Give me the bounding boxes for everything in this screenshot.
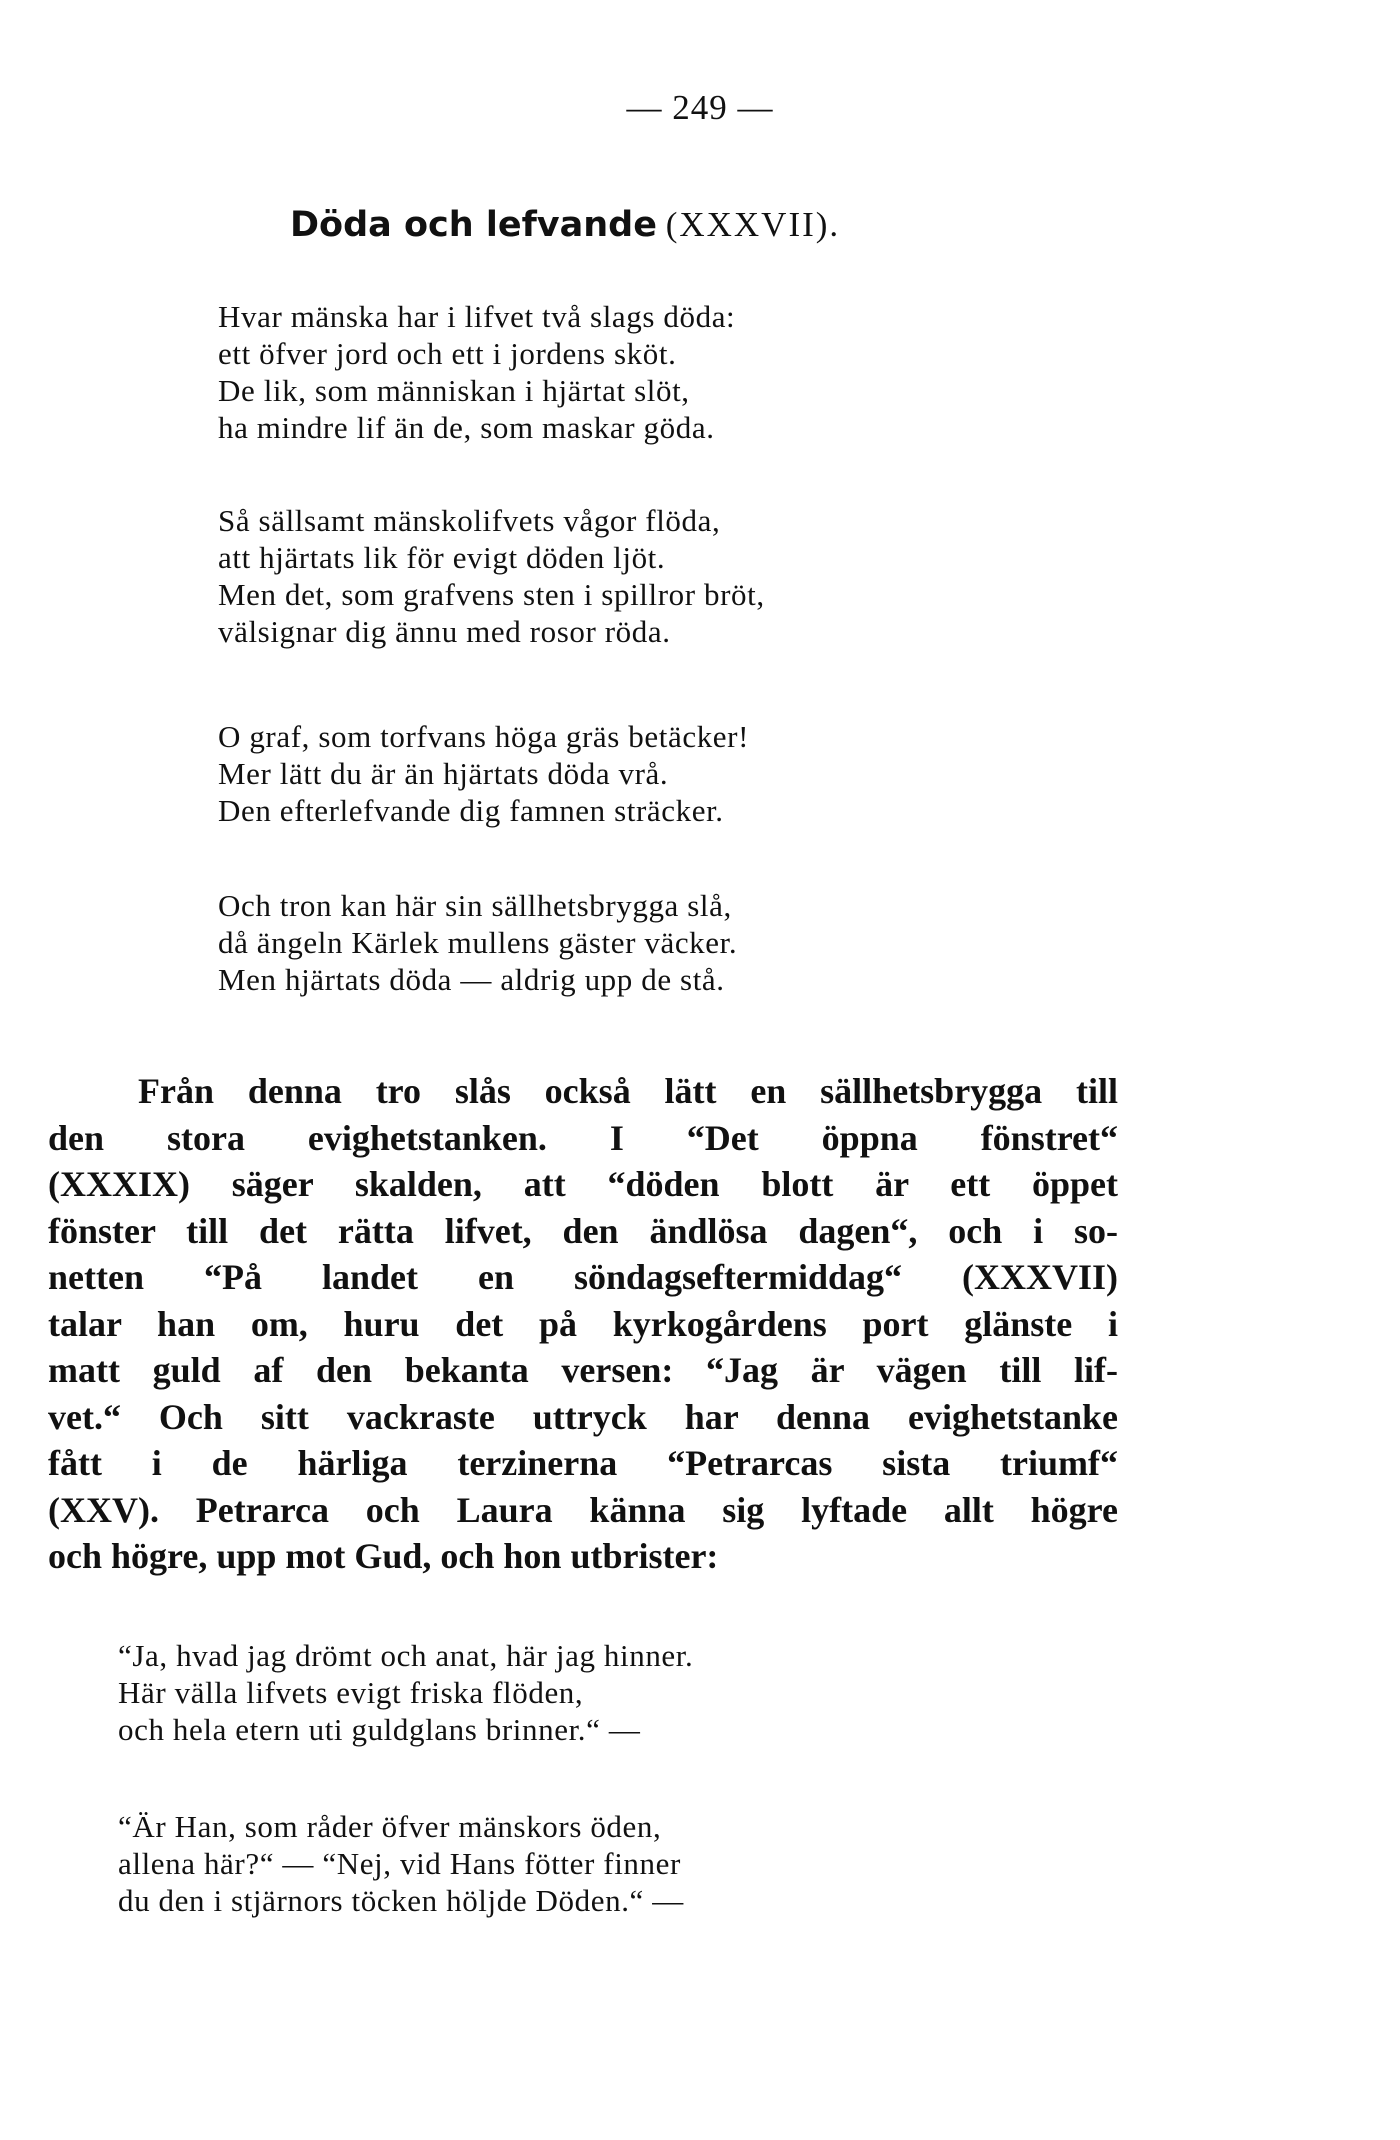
prose-line: och högre, upp mot Gud, och hon utbrister: [48,1536,719,1576]
prose-line: talar han om, huru det på kyrkogårdens port glänste i [48,1303,1118,1344]
prose-line: (XXV). Petrarca och Laura känna sig lyftade allt högre [48,1489,1118,1530]
poem-title-main: Döda och lefvande [290,205,657,245]
poem-line: då ängeln Kärlek mullens gäster väcker. [218,925,738,960]
poem-line: Hvar mänska har i lifvet två slags döda: [218,299,736,334]
quote-line: och hela etern uti guldglans brinner.“ — [118,1712,641,1747]
poem-line: Men hjärtats döda — aldrig upp de stå. [218,962,725,997]
poem-stanza-2 [218,502,765,650]
prose-line: den stora evighetstanken. I “Det öppna fönstret“ [48,1117,1118,1158]
quote-line: “Ja, hvad jag drömt och anat, här jag hinner. [118,1638,694,1673]
poem-line: De lik, som människan i hjärtat slöt, [218,373,690,408]
prose-line: fått i de härliga terzinerna “Petrarcas sista triumf“ [48,1443,1118,1483]
poem-line: välsignar dig ännu med rosor röda. [218,614,671,649]
poem-stanza-3 [218,718,749,829]
prose-line: netten “På landet en söndagseftermiddag“ (XXXVII) [48,1257,1118,1297]
poem-line: O graf, som torfvans höga gräs betäcker! [218,719,750,754]
poem-line: Men det, som grafvens sten i spillror bröt, [218,577,765,612]
poem-stanza-1 [218,298,735,446]
prose-paragraph [48,1068,1118,1580]
poem-stanza-4 [218,887,737,998]
page-number: — 249 — [626,88,774,127]
poem-title-ref: (XXXVII). [665,205,841,244]
quote-line: allena här?“ — “Nej, vid Hans fötter finner [118,1846,681,1881]
poem-line: ha mindre lif än de, som maskar göda. [218,410,715,445]
prose-line: (XXXIX) säger skalden, att “döden blott är ett öppet [48,1164,1118,1204]
poem-line: Den efterlefvande dig famnen sträcker. [218,793,724,828]
quote-stanza-2 [118,1808,684,1919]
poem-line: ett öfver jord och ett i jordens sköt. [218,336,677,371]
quote-line: “Är Han, som råder öfver mänskors öden, [118,1809,662,1844]
prose-line: vet.“ Och sitt vackraste uttryck har denna evighetstanke [48,1396,1118,1437]
poem-line: Och tron kan här sin sällhetsbrygga slå, [218,888,732,923]
poem-title [290,205,840,245]
quote-line: Här välla lifvets evigt friska flöden, [118,1675,584,1710]
poem-line: Så sällsamt mänskolifvets vågor flöda, [218,503,721,538]
prose-line: Från denna tro slås också lätt en sällhetsbrygga till [138,1071,1118,1111]
poem-line: att hjärtats lik för evigt döden ljöt. [218,540,666,575]
prose-line: fönster till det rätta lifvet, den ändlösa dagen“, och i so- [48,1210,1118,1251]
quote-stanza-1 [118,1637,693,1748]
quote-line: du den i stjärnors töcken höljde Döden.“ — [118,1883,684,1918]
prose-line: matt guld af den bekanta versen: “Jag är vägen till lif- [48,1350,1118,1390]
poem-line: Mer lätt du är än hjärtats döda vrå. [218,756,669,791]
